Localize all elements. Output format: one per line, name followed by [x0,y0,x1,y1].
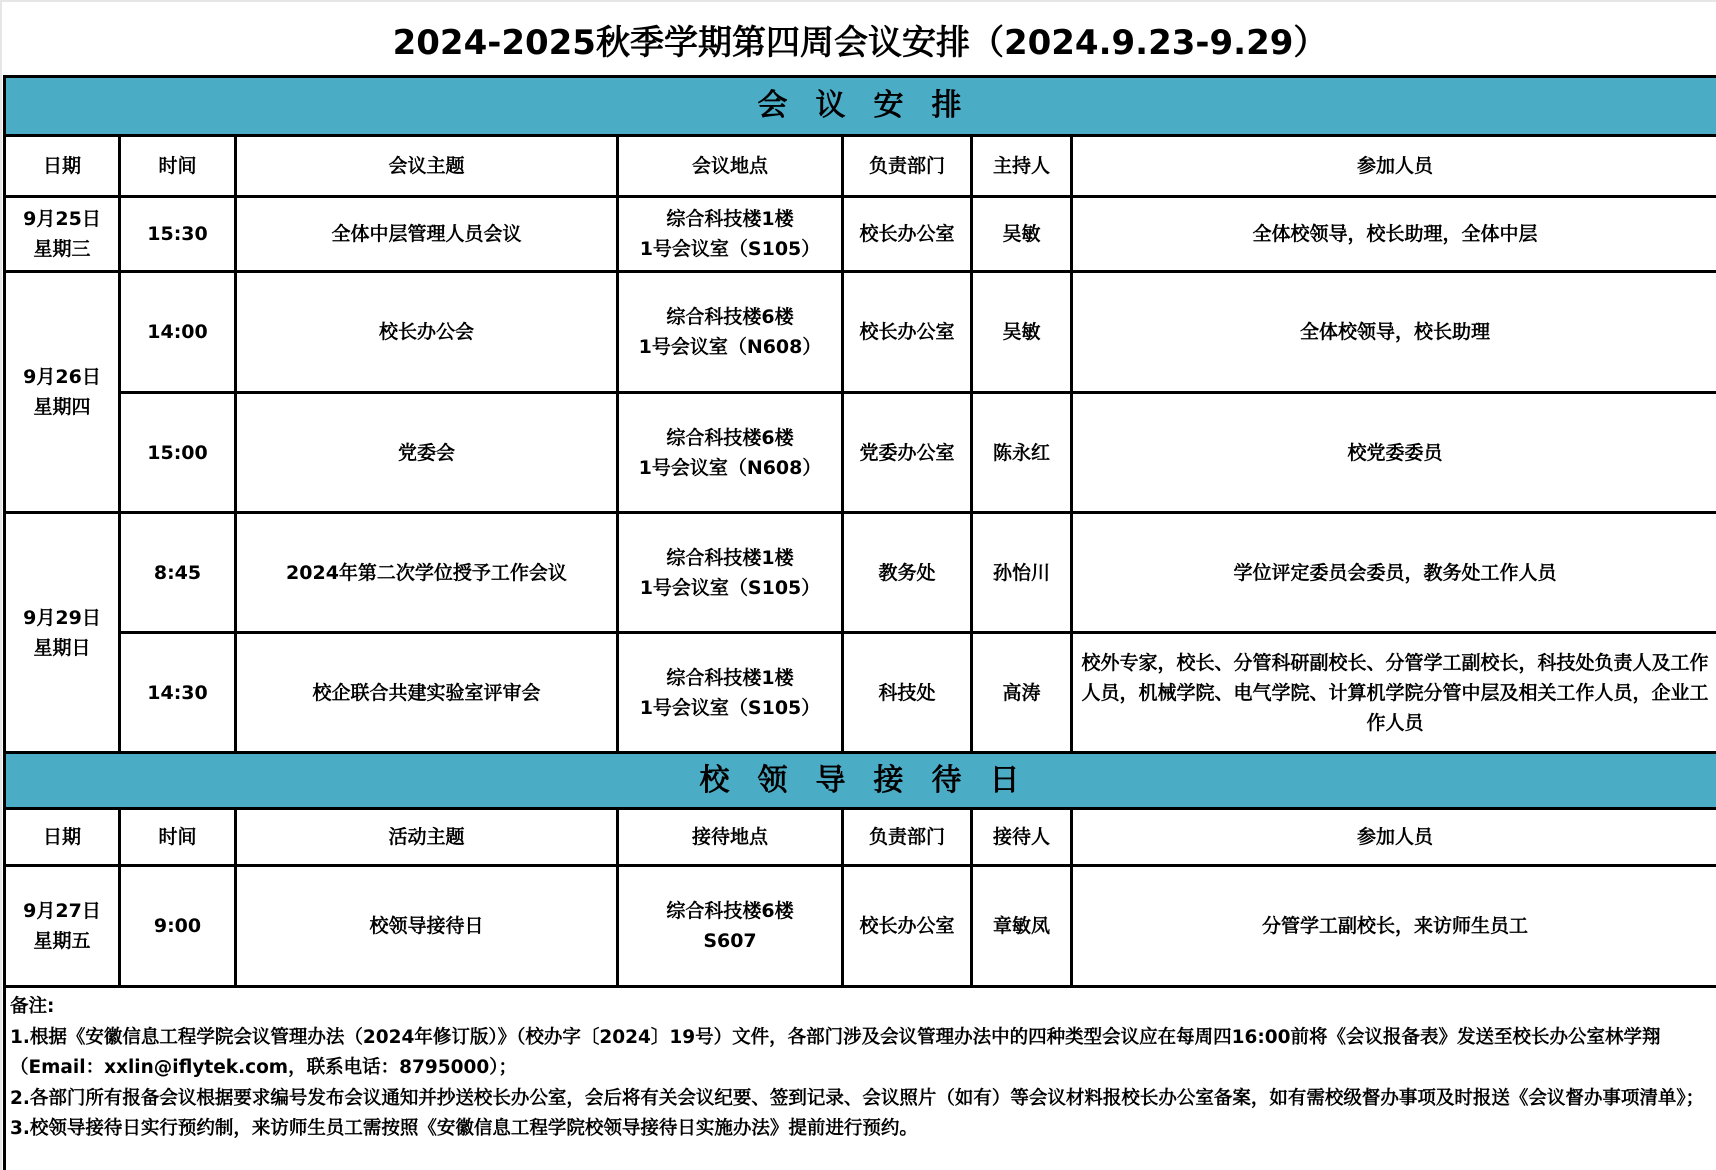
topic-cell: 校领导接待日 [236,866,618,987]
department-cell: 校长办公室 [843,866,972,987]
table-row [5,272,1716,393]
date: 9月25日 [23,208,101,230]
time-cell: 15:30 [120,197,236,272]
note-item: 1.根据《安徽信息工程学院会议管理办法（2024年修订版）》（校办字〔2024〕19号）文件，各部门涉及会议管理办法中的四种类型会议应在每周四16:00前将《会议报备表》发送至校长办公室林学翔（Email：xxlin@iflytek.com，联系电话：8795000）； [10,1026,1661,1078]
location-line1: 综合科技楼6楼 [666,900,794,922]
time-cell: 15:00 [120,393,236,513]
department-cell: 校长办公室 [843,272,972,393]
header-host: 主持人 [972,136,1072,197]
date-cell [5,866,120,987]
department-cell: 教务处 [843,513,972,633]
location-cell [618,633,843,753]
location-line1: 综合科技楼6楼 [666,306,794,328]
location-line1: 综合科技楼6楼 [666,426,794,449]
attendees-cell: 分管学工副校长，来访师生员工 [1072,866,1716,987]
header-receiver: 接待人 [972,809,1072,866]
header-attendees: 参加人员 [1072,809,1716,866]
header-date: 日期 [5,809,120,866]
location-line2: 1号会议室（S105） [639,238,821,260]
department-cell: 党委办公室 [843,393,972,513]
reception-section-title: 校领导接待日 [5,753,1716,809]
header-attendees: 参加人员 [1072,136,1716,197]
meetings-section-title: 会议安排 [5,77,1716,136]
attendees-cell: 全体校领导，校长助理 [1072,272,1716,393]
schedule-table [3,75,1716,1170]
table-row [5,513,1716,633]
notes-section [5,987,1716,1170]
topic-cell: 校企联合共建实验室评审会 [236,633,618,753]
table-row [5,866,1716,987]
location-line1: 综合科技楼1楼 [666,546,794,569]
date-cell [5,272,120,513]
location-line2: 1号会议室（N608） [638,456,822,479]
header-department: 负责部门 [843,136,972,197]
table-row [5,633,1716,753]
meetings-header-row [5,136,1716,197]
reception-header-row [5,809,1716,866]
time-cell: 8:45 [120,513,236,633]
date: 9月27日 [23,900,101,922]
header-time: 时间 [120,136,236,197]
location-cell [618,866,843,987]
department-cell: 科技处 [843,633,972,753]
header-topic: 会议主题 [236,136,618,197]
weekday: 星期五 [33,930,91,952]
page-title: 2024-2025秋季学期第四周会议安排（2024.9.23-9.29） [392,22,1328,63]
table-row [5,197,1716,272]
host-cell: 吴敏 [972,197,1072,272]
host-cell: 吴敏 [972,272,1072,393]
header-location: 会议地点 [618,136,843,197]
header-topic: 活动主题 [236,809,618,866]
department-cell: 校长办公室 [843,197,972,272]
host-cell: 高涛 [972,633,1072,753]
location-cell [618,513,843,633]
header-time: 时间 [120,809,236,866]
date: 9月26日 [23,366,101,388]
topic-cell: 2024年第二次学位授予工作会议 [236,513,618,633]
location-line1: 综合科技楼1楼 [666,208,794,230]
location-cell [618,393,843,513]
location-line2: S607 [703,930,757,952]
location-cell [618,197,843,272]
note-item: 3.校领导接待日实行预约制，来访师生员工需按照《安徽信息工程学院校领导接待日实施办法》提前进行预约。 [10,1118,918,1139]
attendees-cell: 校党委委员 [1072,393,1716,513]
attendees-cell: 全体校领导，校长助理，全体中层 [1072,197,1716,272]
location-cell [618,272,843,393]
location-line2: 1号会议室（N608） [638,336,822,358]
location-line2: 1号会议室（S105） [639,696,821,719]
receiver-cell: 章敏凤 [972,866,1072,987]
time-cell: 9:00 [120,866,236,987]
topic-cell: 全体中层管理人员会议 [236,197,618,272]
location-line1: 综合科技楼1楼 [666,666,794,689]
host-cell: 孙怡川 [972,513,1072,633]
header-date: 日期 [5,136,120,197]
date: 9月29日 [23,606,101,629]
time-cell: 14:30 [120,633,236,753]
time-cell: 14:00 [120,272,236,393]
topic-cell: 党委会 [236,393,618,513]
attendees-cell: 校外专家，校长、分管科研副校长、分管学工副校长，科技处负责人及工作人员，机械学院、电气学院、计算机学院分管中层及相关工作人员，企业工作人员 [1072,633,1716,753]
date-cell [5,513,120,753]
topic-cell: 校长办公会 [236,272,618,393]
note-item: 2.各部门所有报备会议根据要求编号发布会议通知并抄送校长办公室，会后将有关会议纪要、签到记录、会议照片（如有）等会议材料报校长办公室备案，如有需校级督办事项及时报送《会议督办事项清单》； [10,1087,1705,1109]
table-row [5,393,1716,513]
weekday: 星期四 [33,396,91,418]
weekday: 星期三 [33,238,91,260]
notes-label: 备注: [10,996,55,1017]
location-line2: 1号会议室（S105） [639,576,821,599]
header-department: 负责部门 [843,809,972,866]
date-cell [5,197,120,272]
attendees-cell: 学位评定委员会委员，教务处工作人员 [1072,513,1716,633]
host-cell: 陈永红 [972,393,1072,513]
weekday: 星期日 [33,636,91,659]
header-location: 接待地点 [618,809,843,866]
